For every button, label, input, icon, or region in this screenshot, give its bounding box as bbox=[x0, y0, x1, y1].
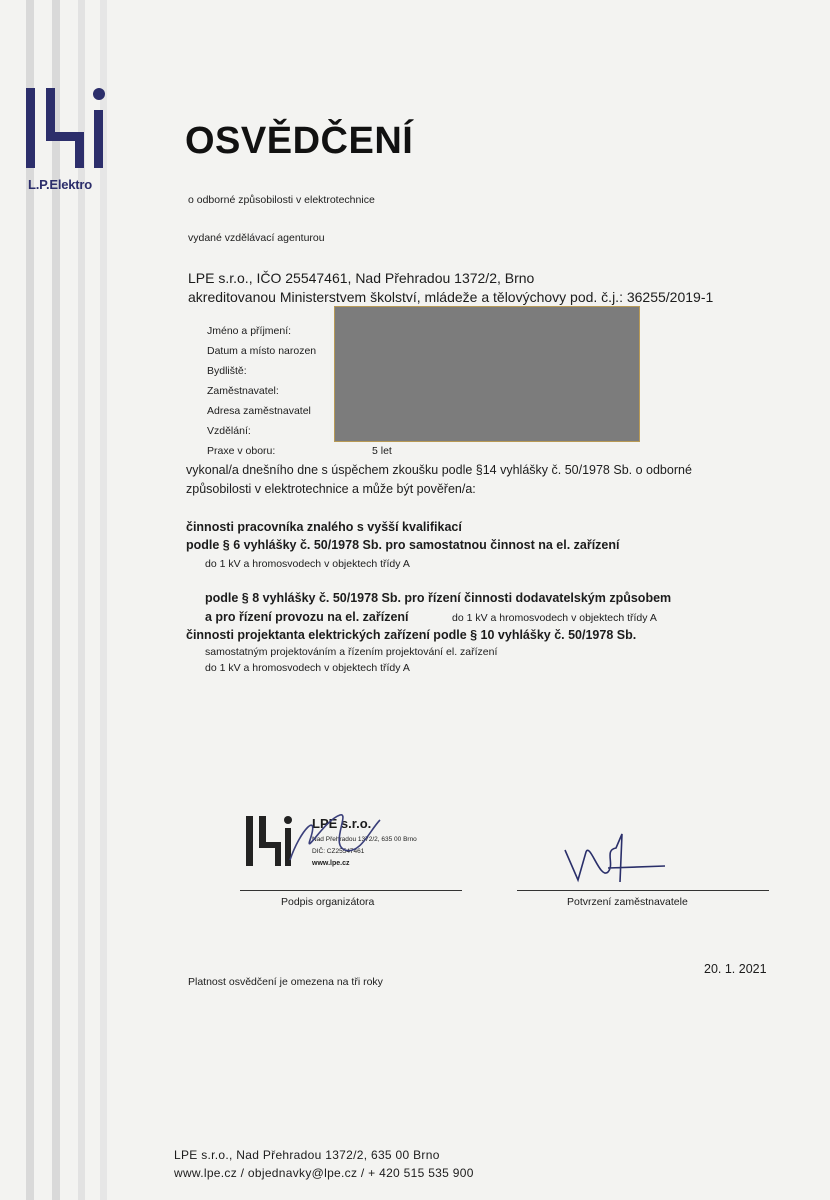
body-line-2: způsobilosti v elektrotechnice a může být pověřen/a: bbox=[186, 482, 476, 496]
footer-address: LPE s.r.o., Nad Přehradou 1372/2, 635 00 Brno bbox=[174, 1148, 440, 1162]
validity-note: Platnost osvědčení je omezena na tři roky bbox=[188, 976, 383, 988]
issuer-line-1: LPE s.r.o., IČO 25547461, Nad Přehradou 1372/2, Brno bbox=[188, 270, 535, 286]
field-education-label: Vzdělání: bbox=[207, 425, 251, 437]
stamp-company: LPE s.r.o. bbox=[312, 816, 372, 831]
field-birth-label: Datum a místo narozen bbox=[207, 345, 317, 357]
stamp-dic: DIČ: CZ25547461 bbox=[312, 848, 365, 855]
footer-contacts: www.lpe.cz / objednavky@lpe.cz / + 420 515 535 900 bbox=[174, 1166, 474, 1180]
competence-line: do 1 kV a hromosvodech v objektech třídy A bbox=[452, 612, 657, 624]
organizer-signature-icon bbox=[280, 800, 390, 880]
competence-line: činnosti pracovníka znalého s vyšší kvalifikací bbox=[186, 520, 462, 534]
field-employer-address-label: Adresa zaměstnavatel bbox=[207, 405, 311, 417]
competence-line: podle § 6 vyhlášky č. 50/1978 Sb. pro samostatnou činnost na el. zařízení bbox=[186, 538, 620, 552]
field-employer-label: Zaměstnavatel: bbox=[207, 385, 279, 397]
competence-line: činnosti projektanta elektrických zařízení podle § 10 vyhlášky č. 50/1978 Sb. bbox=[186, 628, 637, 642]
sign-right-label: Potvrzení zaměstnavatele bbox=[567, 896, 688, 908]
stamp-web: www.lpe.cz bbox=[312, 860, 350, 867]
signature-line bbox=[240, 890, 462, 891]
issuer-line-2: akreditovanou Ministerstvem školství, mládeže a tělovýchovy pod. č.j.: 36255/2019-1 bbox=[188, 289, 714, 305]
competence-line: a pro řízení provozu na el. zařízení bbox=[205, 610, 409, 624]
subtitle: o odborné způsobilosti v elektrotechnice bbox=[188, 194, 375, 206]
competence-line: do 1 kV a hromosvodech v objektech třídy A bbox=[205, 558, 410, 570]
issued-by-label: vydané vzdělávací agenturou bbox=[188, 232, 325, 244]
redaction-box bbox=[334, 306, 640, 442]
field-practice-value: 5 let bbox=[372, 445, 392, 457]
sign-left-label: Podpis organizátora bbox=[281, 896, 375, 908]
logo-text: L.P.Elektro bbox=[28, 177, 93, 192]
field-residence-label: Bydliště: bbox=[207, 365, 247, 377]
body-line-1: vykonal/a dnešního dne s úspěchem zkoušku podle §14 vyhlášky č. 50/1978 Sb. o odborné bbox=[186, 463, 692, 477]
field-name-label: Jméno a příjmení: bbox=[207, 325, 292, 337]
employer-signature-icon bbox=[560, 830, 670, 890]
page-title: OSVĚDČENÍ bbox=[185, 120, 414, 162]
competence-line: samostatným projektováním a řízením projektování el. zařízení bbox=[205, 646, 498, 658]
competence-line: do 1 kV a hromosvodech v objektech třídy A bbox=[205, 662, 410, 674]
stamp-address: Nad Přehradou 1372/2, 635 00 Brno bbox=[312, 836, 417, 843]
signature-line bbox=[517, 890, 769, 891]
competence-line: podle § 8 vyhlášky č. 50/1978 Sb. pro řízení činnosti dodavatelským způsobem bbox=[205, 591, 672, 605]
field-practice-label: Praxe v oboru: bbox=[207, 445, 276, 457]
issue-date: 20. 1. 2021 bbox=[704, 962, 767, 976]
